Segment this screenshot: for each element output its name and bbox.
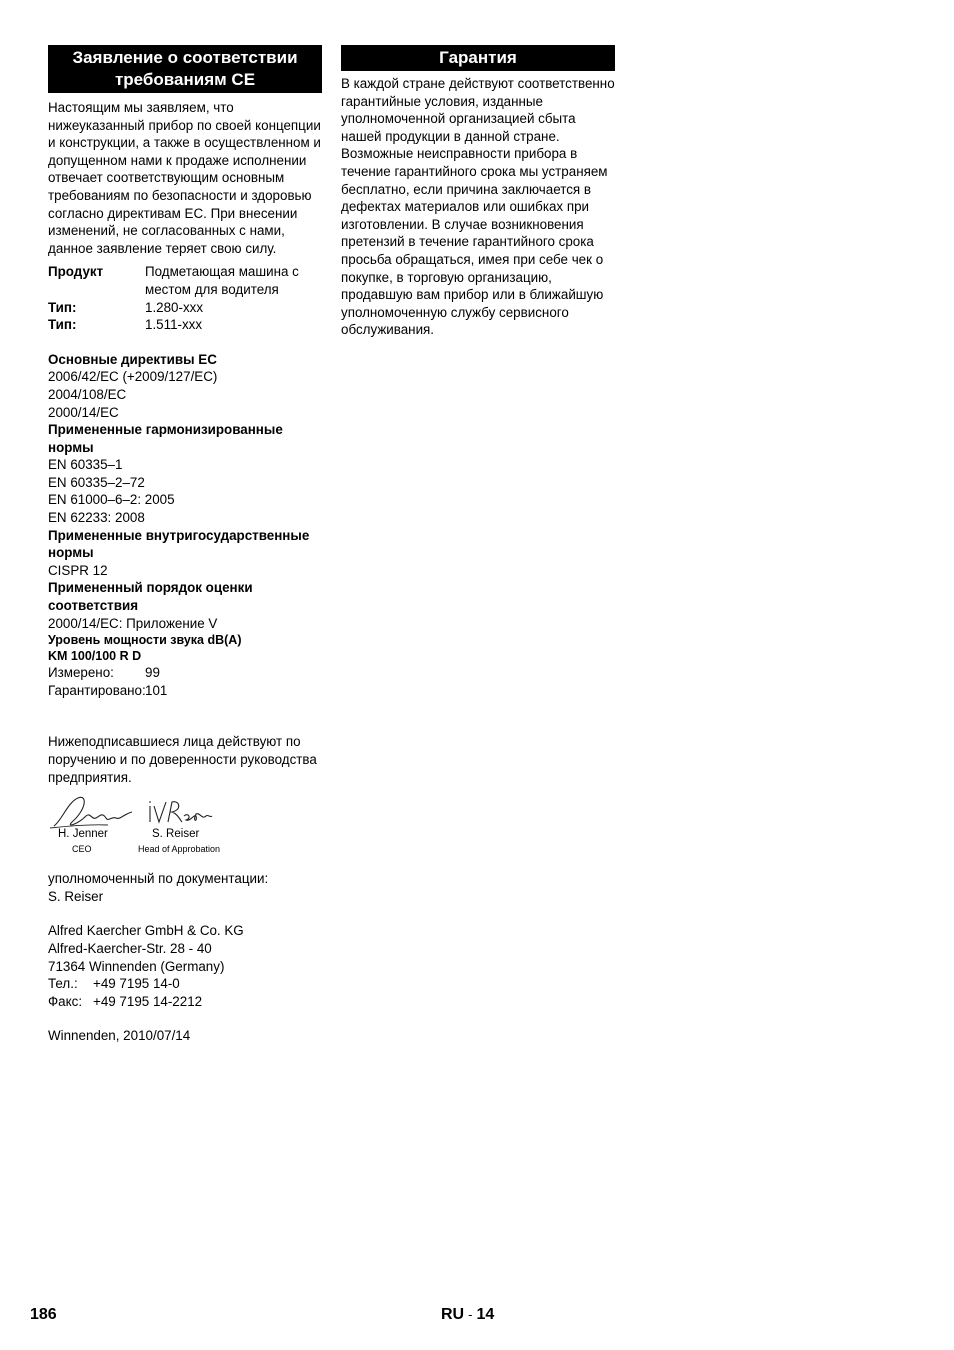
company-city: 71364 Winnenden (Germany) bbox=[48, 958, 225, 974]
sound-title: Уровень мощности звука dB(A) bbox=[48, 633, 242, 648]
procedure-item: 2000/14/EC: Приложение V bbox=[48, 615, 218, 631]
company-name: Alfred Kaercher GmbH & Co. KG bbox=[48, 923, 244, 939]
directives-title: Основные директивы ЕС bbox=[48, 351, 217, 367]
type-label-1: Тип: bbox=[48, 299, 77, 315]
measured-row bbox=[48, 664, 322, 682]
section-page-number: 14 bbox=[476, 1306, 495, 1323]
signers-text: Нижеподписавшиеся лица действуют по поручению и по доверенности руководства предприятия. bbox=[48, 734, 317, 785]
signer-2-role: Head of Approbation bbox=[138, 844, 221, 855]
warranty-heading: Гарантия bbox=[341, 45, 615, 71]
company-street: Alfred-Kaercher-Str. 28 - 40 bbox=[48, 940, 212, 956]
product-value: Подметающая машина с местом для водителя bbox=[145, 264, 299, 297]
language-code: RU bbox=[441, 1306, 465, 1323]
type-row-1 bbox=[48, 299, 322, 317]
procedure-title: Примененный порядок оценки соответствия bbox=[48, 580, 253, 614]
type-label-2: Тип: bbox=[48, 317, 77, 333]
sound-model: KM 100/100 R D bbox=[48, 649, 142, 664]
guaranteed-label: Гарантировано: bbox=[48, 682, 146, 698]
place-date: Winnenden, 2010/07/14 bbox=[48, 1028, 191, 1044]
fax-value: +49 7195 14-2212 bbox=[93, 993, 203, 1009]
tel-row bbox=[48, 975, 322, 993]
type-row-2 bbox=[48, 316, 322, 334]
measured-value: 99 bbox=[145, 665, 160, 681]
harmonized-item: EN 60335–1 bbox=[48, 457, 123, 473]
signer-1-role: CEO bbox=[72, 844, 92, 855]
ce-declaration-column bbox=[48, 45, 322, 1045]
national-title: Примененные внутригосударственные нормы bbox=[48, 527, 310, 561]
page-number: 186 bbox=[30, 1306, 57, 1323]
warranty-text: В каждой стране действуют соответственно гарантийные условия, изданные уполномоченной организацией сбыта нашей продукции в данной стране. Возможные неисправности прибора в течение гарантийного срока мы устраняем бесплатно, если причина заключается в дефектах материалов или ошибках при изготовлении. В случае возникновения претензий в течение гарантийного срока просьба обращаться, имея при себе чек о покупке, в торговую организацию, продавшую вам прибор или в ближайшую уполномоченную службу сервисного обслуживания. bbox=[341, 76, 615, 338]
tel-label: Тел.: bbox=[48, 976, 78, 992]
harmonized-title: Примененные гармонизированные нормы bbox=[48, 422, 283, 455]
warranty-column bbox=[341, 45, 615, 339]
type-value-2: 1.511-xxx bbox=[145, 317, 203, 333]
signer-2-name: S. Reiser bbox=[152, 828, 200, 841]
national-item: CISPR 12 bbox=[48, 562, 108, 578]
tel-value: +49 7195 14-0 bbox=[93, 976, 180, 992]
guaranteed-row bbox=[48, 682, 322, 700]
section-page-label bbox=[441, 1306, 494, 1324]
directive-item: 2004/108/EC bbox=[48, 386, 127, 402]
harmonized-item: EN 61000–6–2: 2005 bbox=[48, 492, 175, 508]
measured-label: Измерено: bbox=[48, 665, 114, 681]
doc-authorized-label: уполномоченный по документации: bbox=[48, 871, 269, 887]
harmonized-item: EN 62233: 2008 bbox=[48, 510, 145, 526]
signatures bbox=[48, 792, 322, 862]
signer-1-name: H. Jenner bbox=[58, 828, 108, 841]
ce-intro-text: Настоящим мы заявляем, что нижеуказанный прибор по своей концепции и конструкции, а также в осуществленном и допущенном нами к продаже исполнении отвечает соответствующим основным требованиям по безопасности и здоровью согласно директивам ЕС. При внесении изменений, не согласованных с нами, данное заявление теряет свою силу. bbox=[48, 100, 321, 256]
doc-authorized-name: S. Reiser bbox=[48, 888, 104, 904]
fax-label: Факс: bbox=[48, 993, 83, 1009]
product-row bbox=[48, 263, 322, 298]
page-separator: - bbox=[468, 1307, 473, 1322]
product-label: Продукт bbox=[48, 264, 104, 280]
directive-item: 2000/14/EC bbox=[48, 404, 119, 420]
ce-declaration-heading: Заявление о соответствии требованиям CE bbox=[48, 45, 322, 93]
signature-reiser-icon bbox=[146, 796, 216, 828]
harmonized-item: EN 60335–2–72 bbox=[48, 474, 145, 490]
directive-item: 2006/42/EC (+2009/127/EC) bbox=[48, 369, 218, 385]
guaranteed-value: 101 bbox=[145, 682, 168, 698]
type-value-1: 1.280-xxx bbox=[145, 299, 204, 315]
fax-row bbox=[48, 993, 322, 1011]
